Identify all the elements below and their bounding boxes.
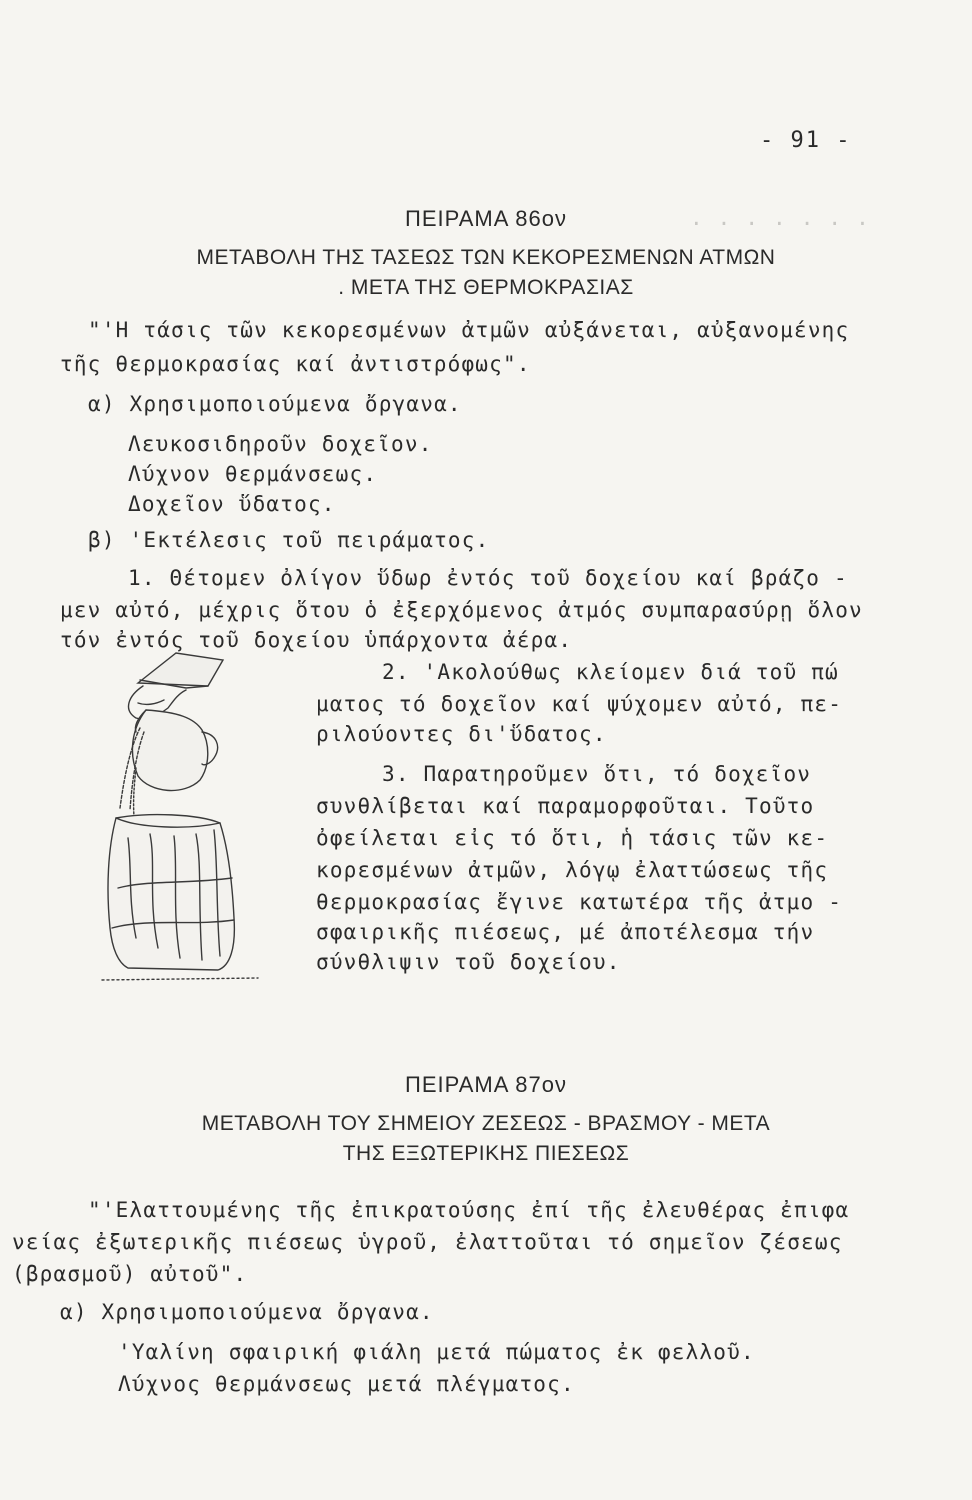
instrument-item: Λύχνον θερμάνσεως. (128, 462, 378, 486)
experiment-87-title: ΠΕΙΡΑΜΑ 87ον (405, 1072, 567, 1097)
bleed-through-text: · · · · · · · (690, 212, 870, 236)
step2-line: ριλούοντες δι'ὕδατος. (316, 722, 607, 746)
step3-line: κορεσμένων ἀτμῶν, λόγῳ ἐλαττώσεως τῆς (316, 858, 829, 882)
step3-line: συνθλίβεται καί παραμορφοῦται. Τοῦτο (316, 794, 815, 818)
step3-line: ὀφείλεται εἰς τό ὅτι, ἡ τάσις τῶν κε- (316, 826, 829, 850)
step3-line: σύνθλιψιν τοῦ δοχείου. (316, 950, 621, 974)
experiment-86-heading-line1: ΜΕΤΑΒΟΛΗ ΤΗΣ ΤΑΣΕΩΣ ΤΩΝ ΚΕΚΟΡΕΣΜΕΝΩΝ ΑΤΜΩΝ (196, 246, 776, 269)
step1-line: μεν αὐτό, μέχρις ὅτου ὁ ἐξερχόμενος ἀτμός συμπαρασύρῃ ὅλον (60, 598, 863, 622)
instrument-item: Λευκοσιδηροῦν δοχεῖον. (128, 432, 433, 456)
step2-line: ματος τό δοχεῖον καί ψύχομεν αὐτό, πε- (316, 692, 843, 716)
step1-line: 1. Θέτομεν ὀλίγον ὕδωρ ἐντός τοῦ δοχείου καί βράζο - (128, 566, 848, 590)
page-number: - 91 - (760, 128, 852, 153)
experiment-86-statement-line2: τῆς θερμοκρασίας καί ἀντιστρόφως". (60, 352, 531, 376)
experiment-87-heading-line1: ΜΕΤΑΒΟΛΗ ΤΟΥ ΣΗΜΕΙΟΥ ΖΕΣΕΩΣ - ΒΡΑΣΜΟΥ - ΜΕΤΑ (201, 1112, 771, 1135)
experiment-87-statement-line: (βρασμοῦ) αὐτοῦ". (12, 1262, 248, 1286)
step3-line: θερμοκρασίας ἔγινε κατωτέρα τῆς ἀτμο - (316, 890, 843, 914)
experiment-86-section-b: β) 'Εκτέλεσις τοῦ πειράματος. (88, 528, 490, 552)
experiment-86-section-a: α) Χρησιμοποιούμενα ὄργανα. (88, 392, 462, 416)
instrument-item: Δοχεῖον ὕδατος. (128, 492, 336, 516)
experiment-87-heading-line2: ΤΗΣ ΕΞΩΤΕΡΙΚΗΣ ΠΙΕΣΕΩΣ (342, 1142, 630, 1165)
experiment-86-title: ΠΕΙΡΑΜΑ 86ον (405, 206, 567, 231)
step2-line: 2. 'Ακολούθως κλείομεν διά τοῦ πώ (382, 660, 839, 684)
experiment-87-statement-line: "'Ελαττουμένης τῆς ἐπικρατούσης ἐπί τῆς ἐλευθέρας ἐπιφα (88, 1198, 850, 1222)
experiment-87-statement-line: νείας ἐξωτερικῆς πιέσεως ὑγροῦ, ἐλαττοῦται τό σημεῖον ζέσεως (12, 1230, 843, 1254)
can-cooling-illustration (98, 648, 323, 993)
experiment-86-heading-line2: . ΜΕΤΑ ΤΗΣ ΘΕΡΜΟΚΡΑΣΙΑΣ (338, 276, 634, 299)
experiment-87-section-a: α) Χρησιμοποιούμενα ὄργανα. (60, 1300, 434, 1324)
step1-line: τόν ἐντός τοῦ δοχείου ὑπάρχοντα ἀέρα. (60, 628, 573, 652)
step3-line: 3. Παρατηροῦμεν ὅτι, τό δοχεῖον (382, 762, 812, 786)
instrument-item: 'Υαλίνη σφαιρική φιάλη μετά πώματος ἐκ φελλοῦ. (118, 1340, 755, 1364)
experiment-86-statement-line1: "'Η τάσις τῶν κεκορεσμένων ἀτμῶν αὐξάνεται, αὐξανομένης (88, 318, 850, 342)
step3-line: σφαιρικῆς πιέσεως, μέ ἀποτέλεσμα τήν (316, 920, 815, 944)
instrument-item: Λύχνος θερμάνσεως μετά πλέγματος. (118, 1372, 575, 1396)
